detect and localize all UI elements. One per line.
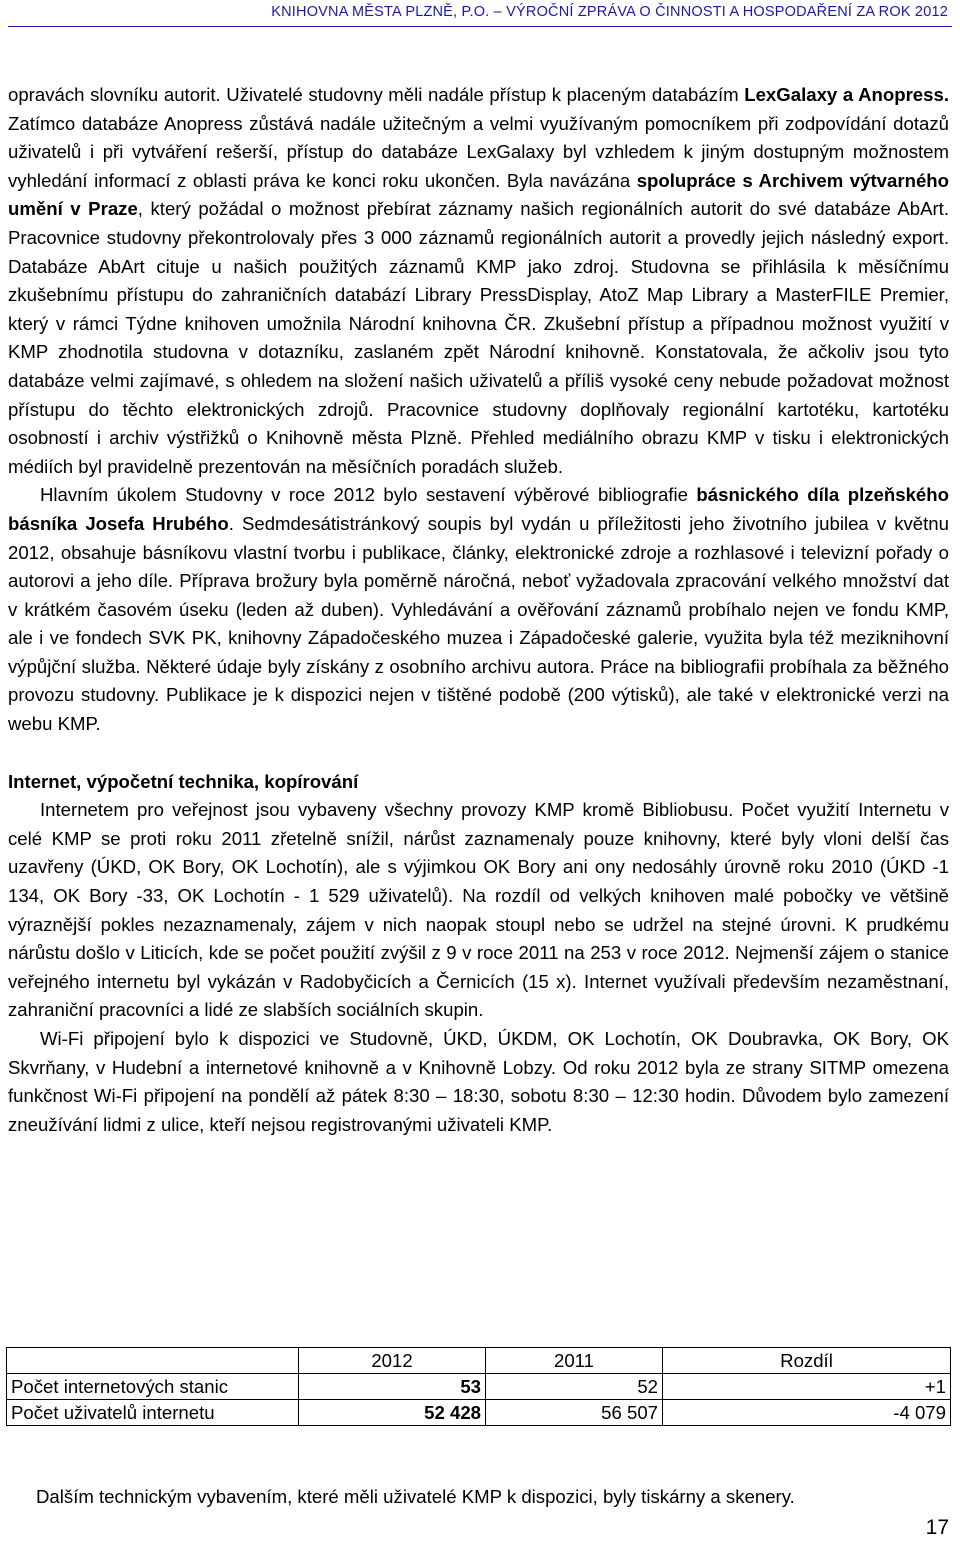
header-divider	[8, 26, 952, 27]
paragraph-wifi: Wi-Fi připojení bylo k dispozici ve Studovně, ÚKD, ÚKDM, OK Lochotín, OK Doubravka, OK Bory, OK Skvrňany, v Hudební a internetové knihovně a v Knihovně Lobzy. Od roku 2012 byla ze strany SITMP omezena funkčnost Wi-Fi připojení na pondělí až pátek 8:30 – 18:30, sobotu 8:30 – 12:30 hodin. Důvodem bylo zamezení zneužívání lidmi z ulice, kteří nejsou registrovanými uživateli KMP.	[8, 1028, 949, 1135]
page-number: 17	[925, 1516, 949, 1539]
document-header: KNIHOVNA MĚSTA PLZNĚ, P.O. – VÝROČNÍ ZPRÁVA O ČINNOSTI A HOSPODAŘENÍ ZA ROK 2012	[271, 4, 948, 20]
text-run: Zatímco databáze Anopress zůstává nadále užitečným a velmi využívaným pomocníkem při zodpovídání dotazů uživatelů i při vytváření rešerší, přístup do databáze LexGalaxy byl vzhledem k jiným dostupným možnostem vyhledání informací z oblasti práva ke konci roku ukončen. Byla navázána	[8, 112, 949, 191]
text-run: . Sedmdesátistránkový soupis byl vydán u příležitosti jeho životního jubilea v květnu 2012, obsahuje básníkovu vlastní tvorbu i publikace, články, elektronické zdroje a rozhlasové i televizní pořady o autorovi a jeho díle. Příprava brožury byla poměrně náročná, neboť vyžadovala zpracování velkého množství dat v krátkém časovém úseku (leden až duben). Vyhledávání a ověřování záznamů probíhalo nejen ve fondu KMP, ale i ve fondech SVK PK, knihovny Západočeského muzea i Západočeské galerie, využita byla též meziknihovní výpůjční služba. Některé údaje byly získány z osobního archivu autora. Práce na bibliografii probíhala za běžného provozu studovny. Publikace je k dispozici nejen v tištěné podobě (200 výtisků), ale také v elektronické verzi na webu KMP.	[8, 512, 949, 735]
paragraph-internet: Internetem pro veřejnost jsou vybaveny všechny provozy KMP kromě Bibliobusu. Počet využití Internetu v celé KMP se proti roku 2011 zřetelně snížil, nárůst zaznamenaly pouze knihovny, které byly vloni delší čas uzavřeny (ÚKD, OK Bory, OK Lochotín), ale s výjimkou OK Bory ani ony nedosáhly úrovně roku 2010 (ÚKD -1 134, OK Bory -33, OK Lochotín - 1 529 uživatelů). Na rozdíl od velkých knihoven malé pobočky ve většině výraznější pokles nezaznamenaly, zájem v nich naopak stoupl nebo se udržel na stejné úrovni. K prudkému nárůstu došlo v Liticích, kde se počet použití zvýšil z 9 v roce 2011 na 253 v roce 2012. Nejmenší zájem o stanice veřejného internetu byl vykázán v Radobyčicích a Černicích (15 x). Internet využívali především nezaměstnaní, zahraniční pracovníci a lidé ze slabších sociálních skupin.	[8, 799, 949, 1021]
text-run: opravách slovníku autorit. Uživatelé studovny měli nadále přístup k placeným databázím	[8, 84, 745, 105]
internet-stats-table	[6, 1347, 951, 1426]
table-row	[7, 1400, 951, 1426]
footer-note: Dalším technickým vybavením, které měli uživatelé KMP k dispozici, byly tiskárny a skenery.	[36, 1486, 795, 1507]
table-cell: Počet internetových stanic	[7, 1374, 299, 1400]
table-cell: +1	[663, 1374, 951, 1400]
bold-run: básnického díla plzeňského básníka Josefa Hrubého	[8, 484, 949, 534]
text-run: Hlavním úkolem Studovny v roce 2012 bylo sestavení výběrové bibliografie	[40, 484, 697, 506]
table-cell: Počet uživatelů internetu	[7, 1400, 299, 1426]
table-header-cell: 2012	[299, 1348, 486, 1374]
table-cell: -4 079	[663, 1400, 951, 1426]
table-cell: 52 428	[299, 1400, 486, 1426]
table-header-cell	[7, 1348, 299, 1374]
bold-run: LexGalaxy a Anopress.	[744, 84, 949, 105]
report-body	[8, 81, 949, 1139]
paragraph-bibliography	[8, 481, 949, 738]
bold-run: spolupráce s Archivem výtvarného umění v Praze	[8, 169, 950, 220]
paragraph-databases	[8, 81, 949, 481]
table-row	[7, 1374, 951, 1400]
table-header-cell: 2011	[486, 1348, 663, 1374]
section-heading: Internet, výpočetní technika, kopírování	[8, 770, 359, 792]
table-header-cell: Rozdíl	[663, 1348, 951, 1374]
text-run: , který požádal o možnost přebírat záznamy našich regionálních autorit do své databáze AbArt. Pracovnice studovny překontrolovaly přes 3 000 záznamů regionálních autorit a provedly jejich následný export. Databáze AbArt cituje u našich použitých záznamů KMP jako zdroj. Studovna se přihlásila k měsíčnímu zkušebnímu přístupu do zahraničních databází Library PressDisplay, AtoZ Map Library a MasterFILE Premier, který v rámci Týdne knihoven umožnila Národní knihovna ČR. Zkušební přístup a případnou možnost využití v KMP zhodnotila studovna v dotazníku, zaslaném zpět Národní knihovně. Konstatovala, že ačkoliv jsou tyto databáze velmi zajímavé, s ohledem na složení našich uživatelů a příliš vysoké ceny nebude požadovat možnost přístupu do těchto elektronických zdrojů. Pracovnice studovny doplňovaly regionální kartotéku, kartotéku osobností i archiv výstřižků o Knihovně města Plzně. Přehled mediálního obrazu KMP v tisku i elektronických médiích byl pravidelně prezentován na měsíčních poradách služeb.	[8, 198, 949, 477]
table-cell: 56 507	[486, 1400, 663, 1426]
table-cell: 53	[299, 1374, 486, 1400]
table-header-row	[7, 1348, 951, 1374]
table-cell: 52	[486, 1374, 663, 1400]
